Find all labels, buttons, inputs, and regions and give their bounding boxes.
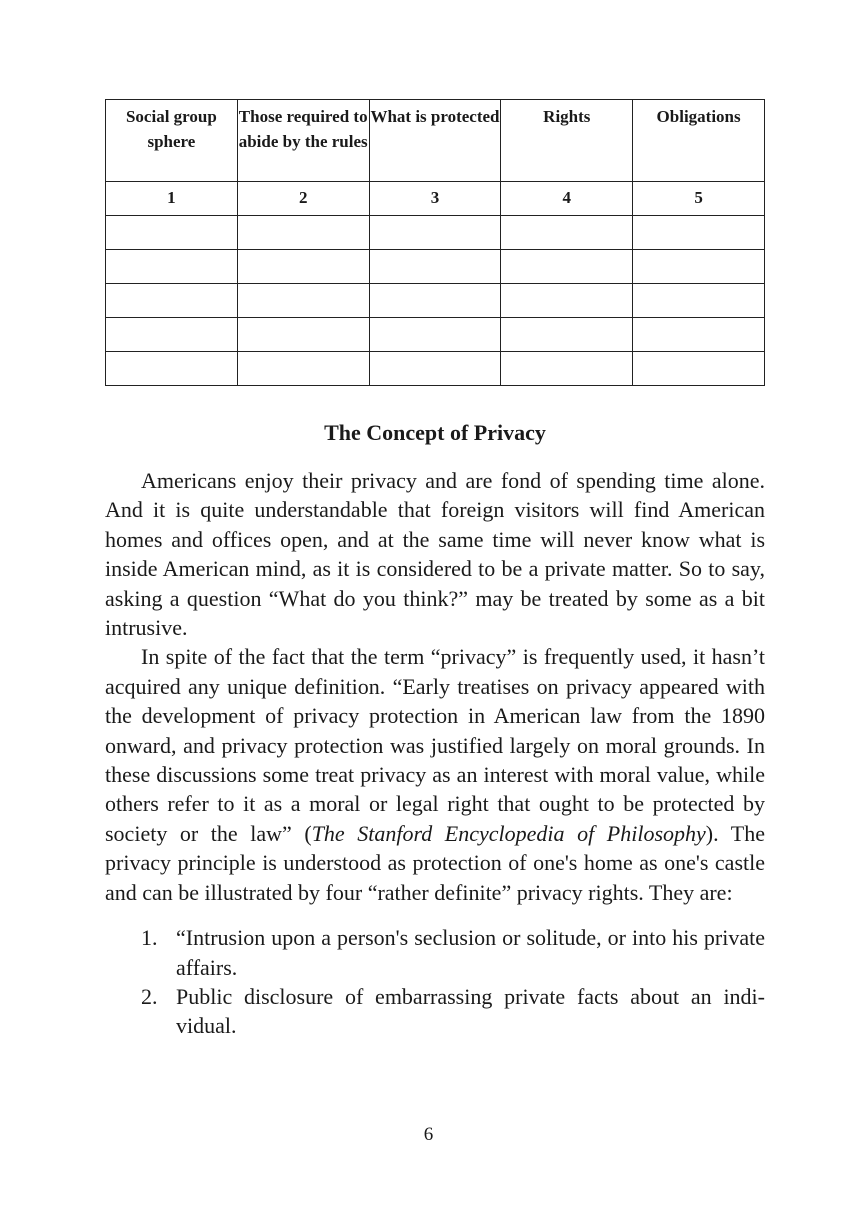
section-body [105,466,765,907]
table-cell [501,250,633,284]
header-rights: Rights [501,100,633,182]
table-cell [106,352,238,386]
table-row [106,216,765,250]
privacy-rights-list [105,923,765,1041]
page-number: 6 [423,1124,434,1145]
list-item-number: 2. [141,983,158,1009]
table-cell [237,318,369,352]
table-cell [106,216,238,250]
paragraph-intro: Americans enjoy their privacy and are fond of spending time alone. And it is quite understandable that foreign visitors will find American homes and offices open, and at the same time will never know what is inside American mind, as it is considered to be a private matter. So to say, asking a question “What do you think?” may be treated by some as a bit intrusive. [105,468,765,641]
table-cell [633,318,765,352]
table-cell [633,284,765,318]
blank-worksheet-table [105,99,765,386]
list-item-text: Public disclosure of embarrassing private facts about an indi-vidual. [176,983,765,1039]
list-item [105,923,765,982]
header-obligations: Obligations [633,100,765,182]
column-number: 3 [369,182,501,216]
table-cell [106,250,238,284]
table-row [106,318,765,352]
table-cell [369,318,501,352]
table-cell [106,318,238,352]
paragraph-definition [105,642,765,907]
table-row [106,250,765,284]
table-cell [369,284,501,318]
table-cell [369,352,501,386]
header-what-is-protected: What is protected [369,100,501,182]
column-number: 1 [106,182,238,216]
table-cell [369,250,501,284]
table-header-row [106,100,765,182]
table-cell [237,284,369,318]
table-cell [501,352,633,386]
paragraph-definition-text: In spite of the fact that the term “privacy” is frequently used, it hasn’t acquired any unique definition. “Early treatises on privacy appeared with the development of privacy protection in American law from the 1890 onward, and privacy protection was justified largely on moral grounds. In these discussions some treat privacy as an interest with moral value, while others refer to it as a moral or legal right that ought to be protected by society or the law” ( [105,644,765,846]
list-item-number: 1. [141,925,158,951]
paragraph-definition-text-end: ). The privacy principle is understood as protection of one's home as one's castle and can be illustrated by four “rather definite” privacy rights. They are: [105,820,766,905]
table-row [106,352,765,386]
table-cell [501,216,633,250]
table-cell [633,352,765,386]
column-number-row [106,182,765,216]
table-cell [106,284,238,318]
header-social-group-sphere: Social group sphere [106,100,238,182]
list-item [105,982,765,1041]
table-cell [237,352,369,386]
column-number: 2 [237,182,369,216]
table-cell [501,318,633,352]
table-cell [237,250,369,284]
citation-title: The Stanford Encyclopedia of Philosophy [311,820,706,846]
column-number: 4 [501,182,633,216]
table-cell [633,216,765,250]
column-number: 5 [633,182,765,216]
header-those-required: Those required to abide by the rules [237,100,369,182]
table-row [106,284,765,318]
section-title: The Concept of Privacy [324,420,546,445]
table-cell [369,216,501,250]
page-content [105,99,765,1041]
table-cell [501,284,633,318]
list-item-text: “Intrusion upon a person's seclusion or solitude, or into his private affairs. [176,925,765,980]
table-cell [633,250,765,284]
table-cell [237,216,369,250]
